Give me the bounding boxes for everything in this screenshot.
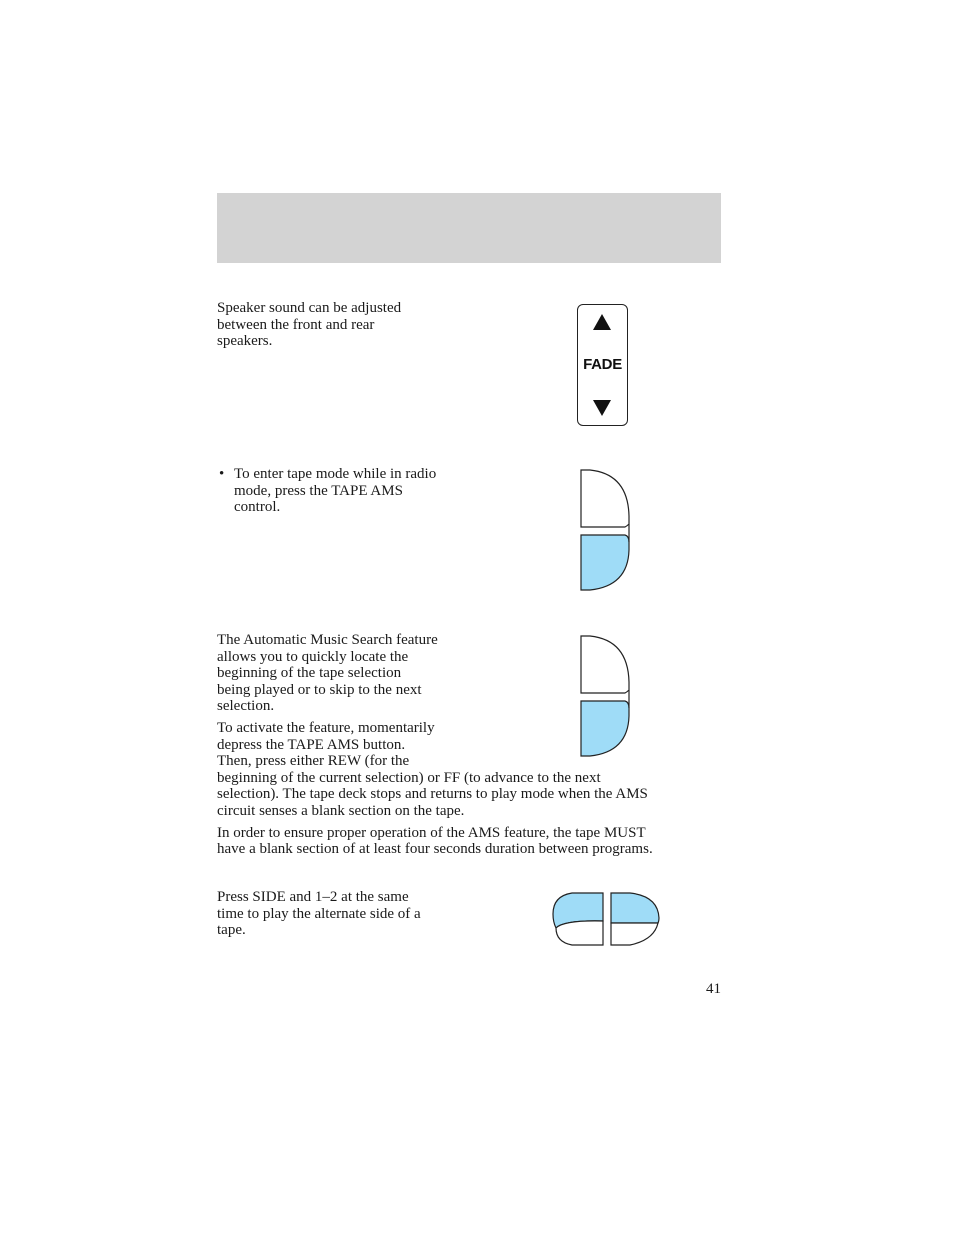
bullet: • [219, 466, 225, 482]
arrow-up-icon [593, 314, 611, 330]
side-paragraph: Press SIDE and 1–2 at the same time to play the alternate side of a tape. [217, 889, 421, 938]
section-header-band [217, 193, 721, 263]
ams-paragraph-2: To activate the feature, momentarily depress the TAPE AMS button. Then, press either REW (for the beginning of the current selection) or FF (to advance to the next selection). The tape deck stops and returns to play mode when the AMS circuit senses a blank section on the tape. [217, 720, 648, 819]
fade-paragraph: Speaker sound can be adjusted between the front and rear speakers. [217, 300, 402, 349]
fade-description [217, 300, 447, 350]
ams-description [217, 632, 727, 858]
arrow-down-icon [593, 400, 611, 416]
fade-rocker-icon [577, 304, 628, 426]
tape-ams-button-icon [578, 468, 632, 593]
tape-mode-text: To enter tape mode while in radio mode, press the TAPE AMS control. [234, 466, 437, 515]
fade-label: FADE [583, 356, 622, 373]
side-description [217, 889, 467, 939]
tape-mode-item [217, 466, 477, 516]
tape-ams-button-icon [578, 634, 632, 759]
ams-paragraph-3: In order to ensure proper operation of the AMS feature, the tape MUST have a blank section of at least four seconds duration between programs. [217, 824, 653, 857]
ams-paragraph-1: The Automatic Music Search feature allows you to quickly locate the beginning of the tape selection being played or to skip to the next selection. [217, 632, 438, 714]
side-1-2-buttons-icon [550, 890, 662, 948]
page-number: 41 [706, 981, 721, 997]
